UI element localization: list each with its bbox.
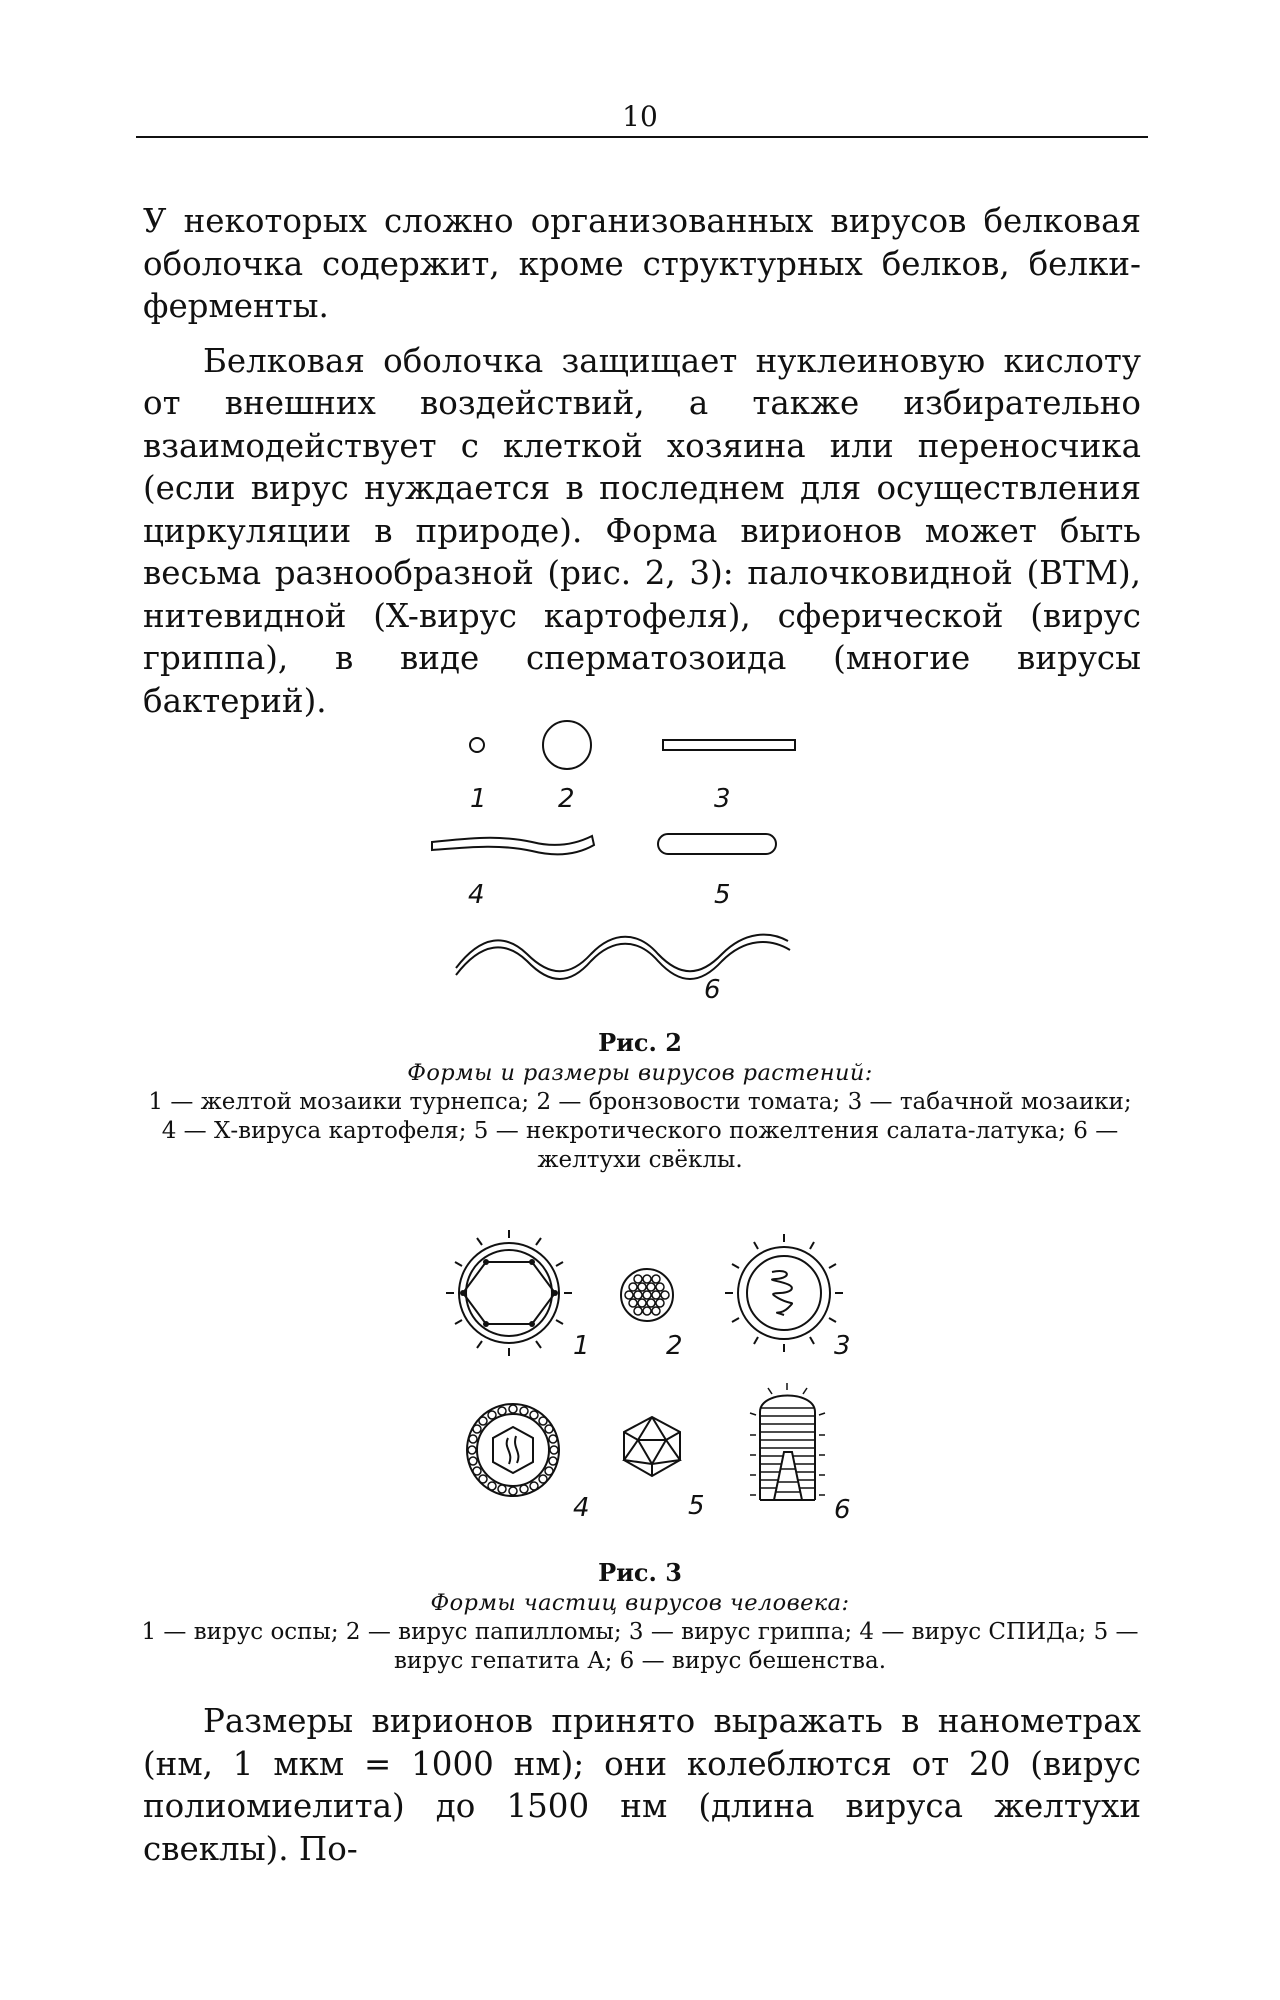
plant-virus-4-shape: [432, 836, 594, 854]
fig3-label-2: 2: [666, 1331, 683, 1361]
human-virus-5-hepatitis-a-shape: [624, 1417, 680, 1476]
header-rule: [136, 136, 1148, 138]
fig2-label-6: 6: [704, 975, 721, 1005]
paragraph-enzymes: У некоторых сложно организованных вирусов белковая оболочка содержит, кроме структурных белков, белки-ферменты.: [143, 202, 1141, 325]
fig2-label-4: 4: [468, 880, 485, 910]
fig2-label-1: 1: [470, 784, 487, 814]
plant-virus-3-shape: [663, 740, 795, 750]
human-virus-1-smallpox-shape: [446, 1230, 572, 1356]
body-text-top: [143, 200, 1141, 722]
fig2-label-5: 5: [714, 880, 731, 910]
plant-virus-6-shape: [456, 935, 788, 972]
human-virus-2-papilloma-shape: [621, 1269, 673, 1321]
figure-2-subtitle: Формы и размеры вирусов растений:: [407, 1060, 873, 1086]
figure-2-caption: [140, 1028, 1140, 1175]
fig2-label-3: 3: [714, 784, 731, 814]
human-virus-4-hiv-shape: [467, 1404, 559, 1496]
paragraph-virion-sizes: Размеры вирионов принято выражать в нанометрах (нм, 1 мкм = 1000 нм); они колеблются от 20 (вирус полиомиелита) до 1500 нм (длина вируса желтухи свеклы). По-: [143, 1702, 1141, 1868]
figure-2-caption-text: 1 — желтой мозаики турнепса; 2 — бронзовости томата; 3 — табачной мозаики; 4 — Х-вируса картофеля; 5 — некротического пожелтения салата-латука; 6 — желтухи свёклы.: [148, 1089, 1132, 1173]
figure-2-title: Рис. 2: [598, 1028, 682, 1057]
fig3-label-6: 6: [834, 1495, 851, 1525]
fig3-label-1: 1: [573, 1331, 590, 1361]
plant-virus-2-shape: [543, 721, 591, 769]
fig3-label-5: 5: [688, 1491, 705, 1521]
plant-virus-5-shape: [658, 834, 776, 854]
fig2-label-2: 2: [558, 784, 575, 814]
paragraph-protein-shell: Белковая оболочка защищает нуклеиновую кислоту от внешних воздействий, а также избирательно взаимодействует с клеткой хозяина или переносчика (если вирус нуждается в последнем для осуществления циркуляции в природе). Форма вирионов может быть весьма разнообразной (рис. 2, 3): палочковидной (ВТМ), нитевидной (X-вирус картофеля), сферической (вирус гриппа), в виде сперматозоида (многие вирусы бактерий).: [143, 341, 1141, 720]
body-text-bottom: [143, 1700, 1141, 1870]
fig3-label-3: 3: [834, 1331, 851, 1361]
figure-3-illustration: [0, 1220, 1280, 1540]
human-virus-3-influenza-shape: [725, 1234, 843, 1352]
page-number: 10: [622, 100, 658, 133]
figure-3-subtitle: Формы частиц вирусов человека:: [430, 1590, 850, 1616]
figure-3-caption: [140, 1558, 1140, 1676]
plant-virus-1-shape: [470, 738, 484, 752]
human-virus-6-rabies-shape: [750, 1383, 825, 1500]
figure-3-caption-text: 1 — вирус оспы; 2 — вирус папилломы; 3 — вирус гриппа; 4 — вирус СПИДа; 5 — вирус гепатита А; 6 — вирус бешенства.: [141, 1619, 1139, 1674]
figure-2-illustration: [0, 705, 1280, 1005]
figure-3-title: Рис. 3: [598, 1558, 682, 1587]
fig3-label-4: 4: [573, 1493, 590, 1523]
